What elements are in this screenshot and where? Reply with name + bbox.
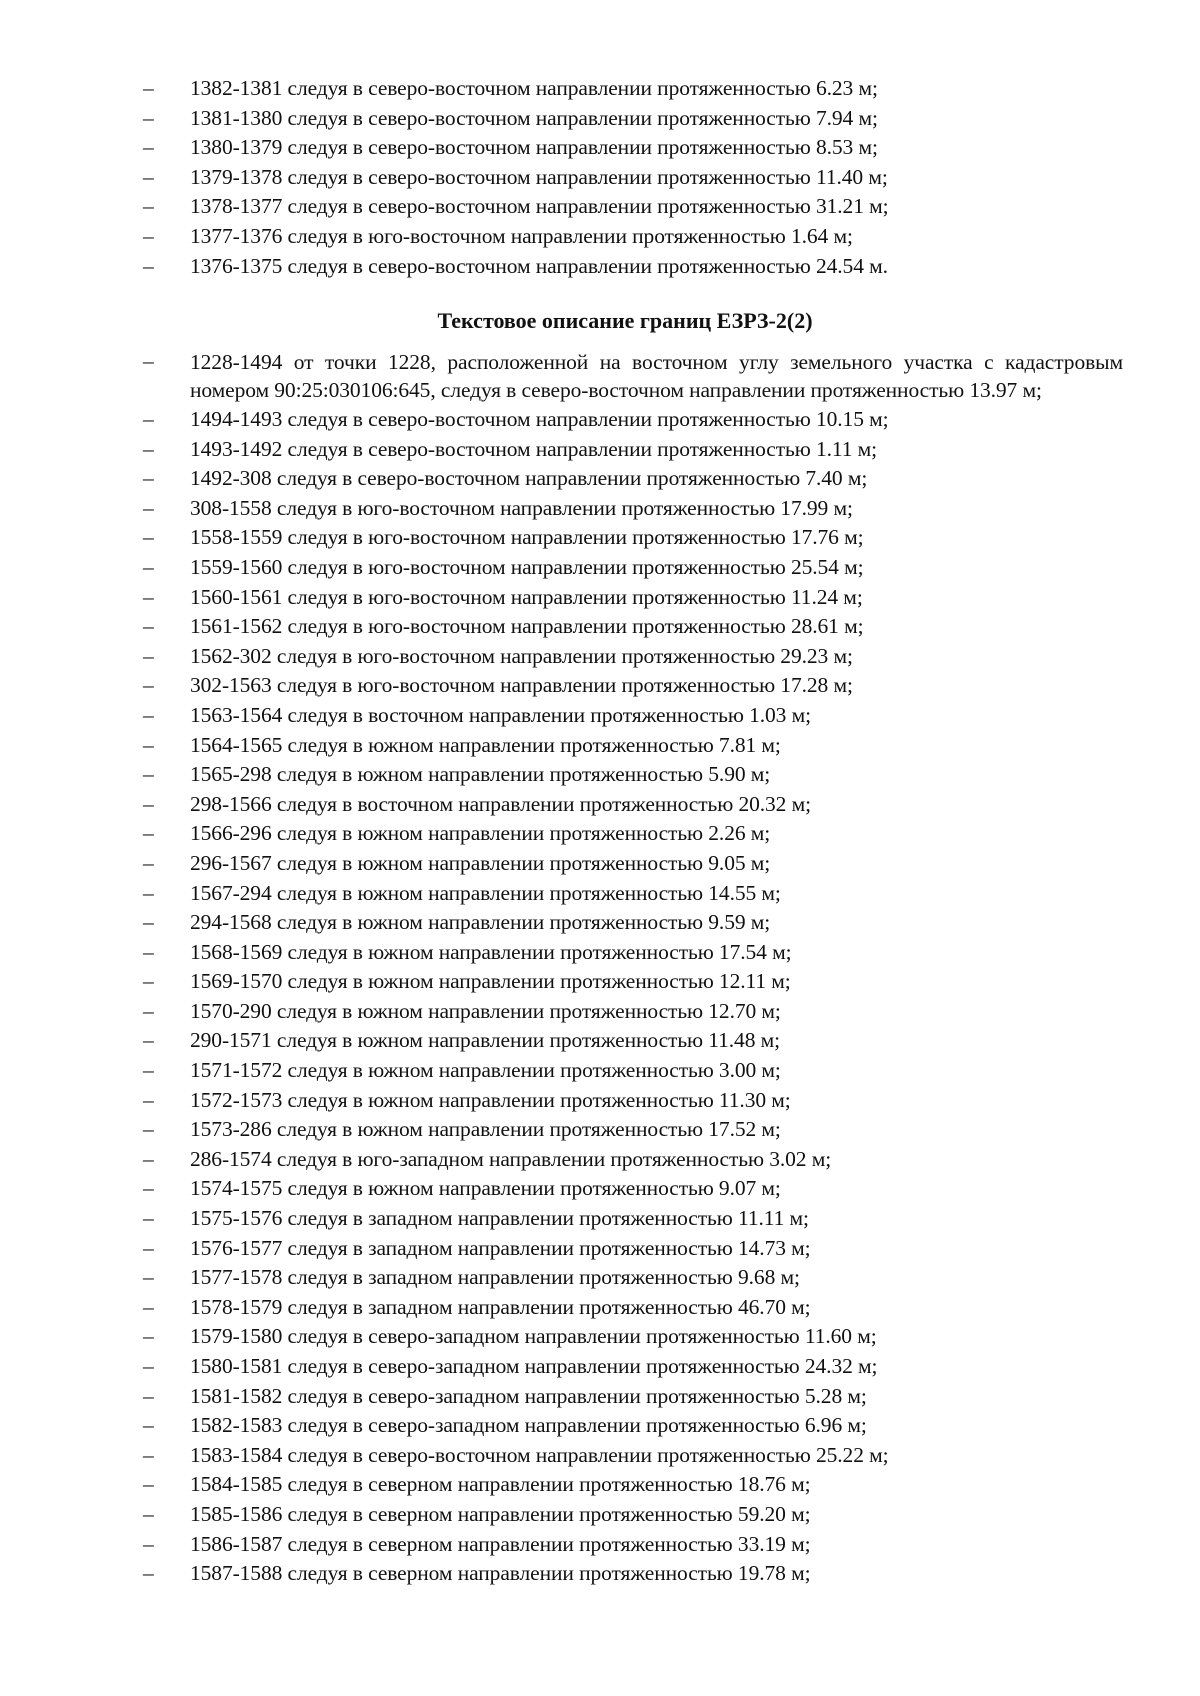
list-item-text: 1494-1493 следуя в северо-восточном направлении протяженностью 10.15 м;: [190, 407, 889, 431]
list-item-text: 1584-1585 следуя в северном направлении протяженностью 18.76 м;: [190, 1472, 811, 1497]
list-item: [143, 347, 1123, 405]
list-item-text: 1568-1569 следуя в южном направлении протяженностью 17.54 м;: [190, 939, 792, 964]
list-item-text: 1376-1375 следуя в северо-восточном направлении протяженностью 24.54 м.: [190, 253, 888, 278]
list-dash: –: [143, 1087, 154, 1112]
list-item: [143, 1056, 1123, 1086]
list-item-text: 1571-1572 следуя в южном направлении протяженностью 3.00 м;: [190, 1058, 781, 1083]
list-item: [143, 553, 1123, 583]
list-dash: –: [143, 1028, 154, 1053]
list-dash: –: [143, 407, 154, 431]
list-item-text: 1578-1579 следуя в западном направлении протяженностью 46.70 м;: [190, 1294, 811, 1319]
list-item-text: 1582-1583 следуя в северо-западном направлении протяженностью 6.96 м;: [190, 1413, 867, 1438]
list-dash: –: [143, 850, 154, 875]
list-dash: –: [143, 1354, 154, 1378]
list-item: [143, 1322, 1123, 1352]
list-item-text: 1381-1380 следуя в северо-восточном направлении протяженностью 7.94 м;: [190, 105, 878, 130]
list-item: [143, 1204, 1123, 1234]
list-item: [143, 879, 1123, 909]
list-item: [143, 133, 1123, 163]
list-dash: –: [143, 466, 154, 491]
list-dash: –: [143, 1235, 154, 1260]
list-dash: –: [143, 1383, 154, 1408]
list-item-text: 1575-1576 следуя в западном направлении протяженностью 11.11 м;: [190, 1206, 809, 1231]
list-item-text: 1382-1381 следуя в северо-восточном направлении протяженностью 6.23 м;: [190, 76, 878, 100]
list-item: [143, 1500, 1123, 1530]
list-dash: –: [143, 135, 154, 160]
list-dash: –: [143, 791, 154, 816]
list-dash: –: [143, 1146, 154, 1171]
list-item-text: 1377-1376 следуя в юго-восточном направлении протяженностью 1.64 м;: [190, 223, 853, 248]
list-dash: –: [143, 554, 154, 579]
list-item-text: 1585-1586 следуя в северном направлении протяженностью 59.20 м;: [190, 1501, 811, 1526]
list-dash: –: [143, 1413, 154, 1438]
list-dash: –: [143, 1561, 154, 1586]
list-item: [143, 1234, 1123, 1264]
list-dash: –: [143, 614, 154, 639]
list-dash: –: [143, 821, 154, 846]
list-dash: –: [143, 732, 154, 757]
list-item-text: 290-1571 следуя в южном направлении протяженностью 11.48 м;: [190, 1028, 781, 1053]
list-item-text: 298-1566 следуя в восточном направлении протяженностью 20.32 м;: [190, 791, 811, 816]
list-item-text: 308-1558 следуя в юго-восточном направлении протяженностью 17.99 м;: [190, 495, 853, 520]
list-item: [143, 583, 1123, 613]
list-dash: –: [143, 1117, 154, 1142]
list-item: [143, 1470, 1123, 1500]
list-dash: –: [143, 643, 154, 668]
list-item: [143, 222, 1123, 252]
list-item-text: 1581-1582 следуя в северо-западном направлении протяженностью 5.28 м;: [190, 1383, 867, 1408]
list-item: [143, 997, 1123, 1027]
list-item: [143, 405, 1123, 435]
list-item: [143, 192, 1123, 222]
list-dash: –: [143, 1265, 154, 1290]
list-dash: –: [143, 939, 154, 964]
list-item: [143, 790, 1123, 820]
list-item: [143, 1352, 1123, 1382]
list-item-text: 294-1568 следуя в южном направлении протяженностью 9.59 м;: [190, 910, 771, 935]
list-item: [143, 612, 1123, 642]
list-item: [143, 1174, 1123, 1204]
list-item-text: 1378-1377 следуя в северо-восточном направлении протяженностью 31.21 м;: [190, 194, 889, 219]
list-item-text: 1566-296 следуя в южном направлении протяженностью 2.26 м;: [190, 821, 771, 846]
list-dash: –: [143, 164, 154, 189]
list-dash: –: [143, 702, 154, 727]
list-dash: –: [143, 105, 154, 130]
list-dash: –: [143, 1058, 154, 1083]
list-item: [143, 1441, 1123, 1471]
list-item: [143, 1293, 1123, 1323]
list-dash: –: [143, 762, 154, 787]
list-item-text: 1564-1565 следуя в южном направлении протяженностью 7.81 м;: [190, 732, 781, 757]
list-item: [143, 1263, 1123, 1293]
list-item-text: 1560-1561 следуя в юго-восточном направлении протяженностью 11.24 м;: [190, 584, 863, 609]
section-heading: Текстовое описание границ ЕЗРЗ-2(2): [437, 308, 813, 333]
list-item: [143, 1559, 1123, 1589]
list-item-text: 1576-1577 следуя в западном направлении протяженностью 14.73 м;: [190, 1235, 811, 1260]
list-dash: –: [143, 880, 154, 905]
list-item: [143, 104, 1123, 134]
list-item-text: 1570-290 следуя в южном направлении протяженностью 12.70 м;: [190, 998, 781, 1023]
list-item: [143, 760, 1123, 790]
list-dash: –: [143, 223, 154, 248]
list-item-text: 1586-1587 следуя в северном направлении протяженностью 33.19 м;: [190, 1531, 811, 1556]
list-item: [143, 642, 1123, 672]
list-item-text: 1573-286 следуя в южном направлении протяженностью 17.52 м;: [190, 1117, 781, 1142]
list-dash: –: [143, 673, 154, 698]
list-dash: –: [143, 349, 154, 373]
list-item: [143, 1086, 1123, 1116]
list-dash: –: [143, 1206, 154, 1231]
list-item-text: 1569-1570 следуя в южном направлении протяженностью 12.11 м;: [190, 969, 791, 994]
list-dash: –: [143, 1531, 154, 1556]
list-dash: –: [143, 76, 154, 100]
list-item: [143, 464, 1123, 494]
list-item-text: 1558-1559 следуя в юго-восточном направлении протяженностью 17.76 м;: [190, 525, 864, 550]
list-item: [143, 1530, 1123, 1560]
boundary-segments-list-top: [143, 74, 1123, 281]
list-item-text: 1492-308 следуя в северо-восточном направлении протяженностью 7.40 м;: [190, 466, 868, 491]
list-dash: –: [143, 969, 154, 994]
list-dash: –: [143, 1472, 154, 1497]
list-item-text: 1493-1492 следуя в северо-восточном направлении протяженностью 1.11 м;: [190, 436, 878, 461]
list-item-text: 1562-302 следуя в юго-восточном направлении протяженностью 29.23 м;: [190, 643, 853, 668]
list-dash: –: [143, 910, 154, 935]
list-dash: –: [143, 998, 154, 1023]
list-dash: –: [143, 1176, 154, 1201]
list-item: [143, 849, 1123, 879]
list-item: [143, 494, 1123, 524]
list-item: [143, 1382, 1123, 1412]
list-item: [143, 671, 1123, 701]
list-dash: –: [143, 584, 154, 609]
list-item-text: 1567-294 следуя в южном направлении протяженностью 14.55 м;: [190, 880, 781, 905]
list-item-text: 1577-1578 следуя в западном направлении протяженностью 9.68 м;: [190, 1265, 800, 1290]
list-item: [143, 938, 1123, 968]
list-dash: –: [143, 1324, 154, 1349]
list-item-text: 1574-1575 следуя в южном направлении протяженностью 9.07 м;: [190, 1176, 781, 1201]
list-item: [143, 523, 1123, 553]
list-dash: –: [143, 495, 154, 520]
list-item-text: 302-1563 следуя в юго-восточном направлении протяженностью 17.28 м;: [190, 673, 853, 698]
list-item-text: 1583-1584 следуя в северо-восточном направлении протяженностью 25.22 м;: [190, 1442, 889, 1467]
boundary-segments-list-ezrz: [143, 347, 1123, 1589]
list-item: [143, 819, 1123, 849]
list-item-text: 1580-1581 следуя в северо-западном направлении протяженностью 24.32 м;: [190, 1354, 878, 1378]
list-item-text: 1561-1562 следуя в юго-восточном направлении протяженностью 28.61 м;: [190, 614, 864, 639]
list-item: [143, 1411, 1123, 1441]
list-dash: –: [143, 525, 154, 550]
list-item-text: 1563-1564 следуя в восточном направлении протяженностью 1.03 м;: [190, 702, 811, 727]
list-dash: –: [143, 436, 154, 461]
list-item: [143, 252, 1123, 282]
list-item: [143, 163, 1123, 193]
list-item: [143, 74, 1123, 104]
list-item-text: 1379-1378 следуя в северо-восточном направлении протяженностью 11.40 м;: [190, 164, 888, 189]
list-dash: –: [143, 1501, 154, 1526]
list-item: [143, 731, 1123, 761]
list-item-text: 1228-1494 от точки 1228, расположенной на восточном углу земельного участка с кадастровым номером 90:25:030106:645, следуя в северо-восточном направлении протяженностью 13.97 м;: [190, 350, 1123, 402]
list-item-text: 286-1574 следуя в юго-западном направлении протяженностью 3.02 м;: [190, 1146, 832, 1171]
list-item: [143, 967, 1123, 997]
list-item-text: 1380-1379 следуя в северо-восточном направлении протяженностью 8.53 м;: [190, 135, 878, 160]
list-item-text: 296-1567 следуя в южном направлении протяженностью 9.05 м;: [190, 850, 771, 875]
list-dash: –: [143, 1442, 154, 1467]
list-dash: –: [143, 1294, 154, 1319]
list-dash: –: [143, 253, 154, 278]
list-item: [143, 701, 1123, 731]
list-item: [143, 435, 1123, 465]
list-item-text: 1579-1580 следуя в северо-западном направлении протяженностью 11.60 м;: [190, 1324, 877, 1349]
list-item-text: 1565-298 следуя в южном направлении протяженностью 5.90 м;: [190, 762, 771, 787]
list-item-text: 1572-1573 следуя в южном направлении протяженностью 11.30 м;: [190, 1087, 791, 1112]
list-item-text: 1559-1560 следуя в юго-восточном направлении протяженностью 25.54 м;: [190, 554, 864, 579]
list-item-text: 1587-1588 следуя в северном направлении протяженностью 19.78 м;: [190, 1561, 811, 1586]
list-item: [143, 1026, 1123, 1056]
list-item: [143, 1145, 1123, 1175]
list-item: [143, 1115, 1123, 1145]
list-dash: –: [143, 194, 154, 219]
list-item: [143, 908, 1123, 938]
